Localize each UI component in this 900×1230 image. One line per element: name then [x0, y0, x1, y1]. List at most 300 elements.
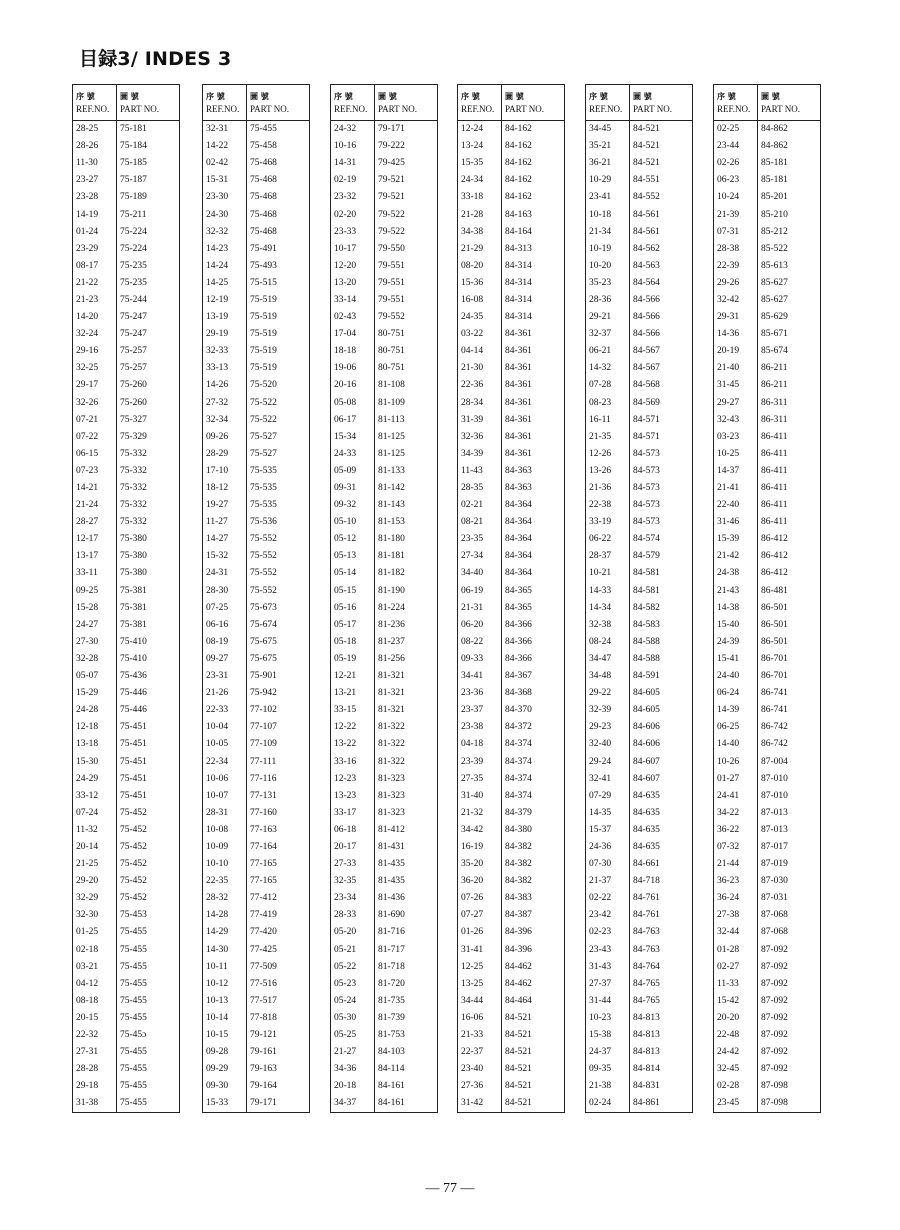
table-row — [458, 275, 565, 292]
part-no-cell: 77-164 — [247, 839, 310, 856]
ref-no-cell: 15-34 — [331, 429, 375, 446]
table-row — [586, 241, 693, 258]
table-row — [203, 617, 310, 634]
table-row — [331, 121, 438, 139]
ref-no-cell: 34-36 — [331, 1061, 375, 1078]
table-row — [714, 1078, 821, 1095]
table-row — [73, 395, 180, 412]
ref-no-cell: 24-30 — [203, 206, 247, 223]
table-row — [73, 548, 180, 565]
part-no-cell: 75-446 — [117, 685, 180, 702]
ref-no-cell: 07-24 — [73, 805, 117, 822]
part-no-cell: 84-635 — [630, 805, 693, 822]
ref-no-cell: 19-27 — [203, 497, 247, 514]
table-row — [458, 942, 565, 959]
table-row — [331, 583, 438, 600]
part-no-cell: 85-674 — [758, 343, 821, 360]
table-row — [203, 224, 310, 241]
table-row — [203, 138, 310, 155]
part-no-cell: 79-121 — [247, 1027, 310, 1044]
part-no-cell: 79-171 — [247, 1095, 310, 1113]
part-no-cell: 81-182 — [375, 565, 438, 582]
table-row — [458, 309, 565, 326]
ref-no-cell: 06-17 — [331, 412, 375, 429]
table-row — [331, 1044, 438, 1061]
table-row — [458, 1078, 565, 1095]
ref-no-cell: 24-39 — [714, 634, 758, 651]
part-no-cell: 81-180 — [375, 531, 438, 548]
table-row — [331, 873, 438, 890]
table-row — [203, 651, 310, 668]
ref-no-cell: 28-25 — [73, 121, 117, 139]
ref-no-cell: 13-20 — [331, 275, 375, 292]
table-row — [331, 224, 438, 241]
ref-no-cell: 23-44 — [714, 138, 758, 155]
table-row — [73, 514, 180, 531]
ref-no-cell: 22-39 — [714, 258, 758, 275]
table-row — [73, 702, 180, 719]
table-row — [458, 155, 565, 172]
part-no-header-zh: 圖 號 — [250, 91, 269, 101]
ref-no-cell: 08-23 — [586, 395, 630, 412]
table-row — [458, 138, 565, 155]
table-row — [203, 360, 310, 377]
ref-no-cell: 21-36 — [586, 480, 630, 497]
ref-no-cell: 12-22 — [331, 719, 375, 736]
ref-no-header-en: REF.NO. — [461, 103, 495, 114]
table-row — [203, 480, 310, 497]
part-no-cell: 75-260 — [117, 395, 180, 412]
ref-no-cell: 13-26 — [586, 463, 630, 480]
part-no-cell: 87-098 — [758, 1078, 821, 1095]
table-row — [586, 976, 693, 993]
ref-no-cell: 13-21 — [331, 685, 375, 702]
ref-no-cell: 09-35 — [586, 1061, 630, 1078]
ref-no-cell: 14-30 — [203, 942, 247, 959]
ref-no-cell: 07-21 — [73, 412, 117, 429]
part-no-cell: 86-411 — [758, 446, 821, 463]
ref-no-cell: 15-42 — [714, 993, 758, 1010]
ref-no-cell: 10-19 — [586, 241, 630, 258]
ref-no-cell: 23-27 — [73, 172, 117, 189]
part-no-cell: 84-314 — [502, 309, 565, 326]
table-row — [458, 565, 565, 582]
table-row — [714, 1027, 821, 1044]
table-row — [331, 531, 438, 548]
table-row — [203, 907, 310, 924]
part-no-cell: 75-451 — [117, 771, 180, 788]
table-row — [586, 1044, 693, 1061]
part-no-cell: 75-458 — [247, 138, 310, 155]
part-no-cell: 75-468 — [247, 206, 310, 223]
ref-no-cell: 29-31 — [714, 309, 758, 326]
ref-no-cell: 10-16 — [331, 138, 375, 155]
part-no-cell: 81-720 — [375, 976, 438, 993]
part-no-cell: 84-607 — [630, 753, 693, 770]
part-no-cell: 84-361 — [502, 326, 565, 343]
ref-no-cell: 29-22 — [586, 685, 630, 702]
part-no-cell: 75-451 — [117, 736, 180, 753]
ref-no-cell: 32-32 — [203, 224, 247, 241]
ref-no-cell: 10-08 — [203, 822, 247, 839]
table-row — [331, 634, 438, 651]
ref-no-cell: 15-38 — [586, 1027, 630, 1044]
part-no-cell: 84-763 — [630, 924, 693, 941]
part-no-cell: 85-613 — [758, 258, 821, 275]
table-row — [73, 531, 180, 548]
table-row — [331, 497, 438, 514]
part-no-cell: 84-361 — [502, 343, 565, 360]
table-row — [331, 771, 438, 788]
part-no-header — [375, 85, 438, 121]
part-no-header — [117, 85, 180, 121]
ref-no-cell: 20-20 — [714, 1010, 758, 1027]
table-row — [458, 993, 565, 1010]
table-row — [331, 856, 438, 873]
table-row — [714, 753, 821, 770]
part-no-cell: 84-366 — [502, 651, 565, 668]
table-row — [73, 976, 180, 993]
table-row — [203, 924, 310, 941]
ref-no-cell: 02-23 — [586, 924, 630, 941]
ref-no-cell: 03-21 — [73, 959, 117, 976]
ref-no-cell: 12-24 — [458, 121, 502, 139]
ref-no-cell: 20-15 — [73, 1010, 117, 1027]
part-no-cell: 86-742 — [758, 719, 821, 736]
part-no-cell: 84-521 — [502, 1010, 565, 1027]
part-no-cell: 75-674 — [247, 617, 310, 634]
table-row — [331, 942, 438, 959]
part-no-cell: 75-332 — [117, 514, 180, 531]
part-no-cell: 75-519 — [247, 343, 310, 360]
ref-no-cell: 12-19 — [203, 292, 247, 309]
table-row — [458, 326, 565, 343]
part-no-cell: 79-552 — [375, 309, 438, 326]
table-row — [331, 617, 438, 634]
ref-no-header — [714, 85, 758, 121]
ref-no-cell: 21-43 — [714, 583, 758, 600]
part-no-cell: 81-323 — [375, 788, 438, 805]
ref-no-cell: 22-34 — [203, 753, 247, 770]
part-no-cell: 75-535 — [247, 463, 310, 480]
table-row — [586, 309, 693, 326]
part-no-cell: 75-332 — [117, 463, 180, 480]
part-no-cell: 84-521 — [630, 155, 693, 172]
index-table — [713, 84, 821, 1113]
ref-no-cell: 14-33 — [586, 583, 630, 600]
ref-no-cell: 22-40 — [714, 497, 758, 514]
ref-no-cell: 28-37 — [586, 548, 630, 565]
ref-no-cell: 35-21 — [586, 138, 630, 155]
ref-no-header-en: REF.NO. — [589, 103, 623, 114]
part-no-cell: 75-901 — [247, 668, 310, 685]
table-row — [203, 1095, 310, 1113]
ref-no-cell: 19-06 — [331, 360, 375, 377]
ref-no-cell: 14-23 — [203, 241, 247, 258]
ref-no-cell: 14-20 — [73, 309, 117, 326]
part-no-cell: 75-522 — [247, 395, 310, 412]
table-row — [458, 548, 565, 565]
ref-no-cell: 10-15 — [203, 1027, 247, 1044]
ref-no-cell: 18-12 — [203, 480, 247, 497]
table-row — [331, 377, 438, 394]
ref-no-cell: 15-31 — [203, 172, 247, 189]
part-no-cell: 86-742 — [758, 736, 821, 753]
table-row — [714, 446, 821, 463]
ref-no-cell: 23-42 — [586, 907, 630, 924]
part-no-cell: 84-364 — [502, 548, 565, 565]
part-no-cell: 77-165 — [247, 856, 310, 873]
ref-no-cell: 32-39 — [586, 702, 630, 719]
table-row — [714, 822, 821, 839]
ref-no-cell: 13-23 — [331, 788, 375, 805]
ref-no-cell: 02-27 — [714, 959, 758, 976]
ref-no-cell: 32-44 — [714, 924, 758, 941]
table-row — [203, 685, 310, 702]
part-no-cell: 84-813 — [630, 1027, 693, 1044]
ref-no-cell: 12-25 — [458, 959, 502, 976]
ref-no-cell: 29-20 — [73, 873, 117, 890]
ref-no-cell: 02-25 — [714, 121, 758, 139]
ref-no-cell: 09-31 — [331, 480, 375, 497]
table-row — [458, 224, 565, 241]
index-table — [202, 84, 310, 1113]
ref-no-cell: 12-21 — [331, 668, 375, 685]
part-no-cell: 84-563 — [630, 258, 693, 275]
ref-no-cell: 06-24 — [714, 685, 758, 702]
table-row — [73, 429, 180, 446]
ref-no-cell: 23-30 — [203, 189, 247, 206]
part-no-cell: 75-455 — [117, 924, 180, 941]
table-row — [714, 651, 821, 668]
table-row — [73, 121, 180, 139]
table-row — [586, 463, 693, 480]
part-no-cell: 87-010 — [758, 788, 821, 805]
part-no-cell: 75-332 — [117, 446, 180, 463]
ref-no-cell: 01-24 — [73, 224, 117, 241]
table-row — [586, 395, 693, 412]
table-row — [714, 258, 821, 275]
ref-no-cell: 10-11 — [203, 959, 247, 976]
part-no-cell: 84-382 — [502, 839, 565, 856]
part-no-cell: 84-588 — [630, 634, 693, 651]
part-no-cell: 81-717 — [375, 942, 438, 959]
ref-no-cell: 20-18 — [331, 1078, 375, 1095]
table-row — [458, 429, 565, 446]
part-no-cell: 81-322 — [375, 719, 438, 736]
table-row — [586, 1078, 693, 1095]
ref-no-cell: 10-18 — [586, 206, 630, 223]
part-no-cell: 75-468 — [247, 189, 310, 206]
ref-no-cell: 21-23 — [73, 292, 117, 309]
part-no-header — [247, 85, 310, 121]
ref-no-cell: 23-38 — [458, 719, 502, 736]
part-no-header-en: PART NO. — [120, 103, 159, 114]
ref-no-cell: 23-28 — [73, 189, 117, 206]
part-no-cell: 81-322 — [375, 753, 438, 770]
part-no-cell: 75-410 — [117, 651, 180, 668]
ref-no-cell: 27-36 — [458, 1078, 502, 1095]
ref-no-cell: 16-08 — [458, 292, 502, 309]
part-no-cell: 84-582 — [630, 600, 693, 617]
part-no-cell: 75-329 — [117, 429, 180, 446]
table-row — [714, 121, 821, 139]
table-row — [73, 993, 180, 1010]
part-no-cell: 84-573 — [630, 480, 693, 497]
table-row — [586, 121, 693, 139]
table-row — [203, 292, 310, 309]
part-no-cell: 75-527 — [247, 446, 310, 463]
part-no-cell: 84-364 — [502, 531, 565, 548]
part-no-cell: 79-171 — [375, 121, 438, 139]
ref-no-cell: 36-24 — [714, 890, 758, 907]
ref-no-cell: 14-37 — [714, 463, 758, 480]
ref-no-cell: 10-17 — [331, 241, 375, 258]
part-no-cell: 75-181 — [117, 121, 180, 139]
table-row — [203, 531, 310, 548]
table-row — [458, 668, 565, 685]
ref-no-cell: 33-11 — [73, 565, 117, 582]
table-row — [203, 839, 310, 856]
ref-no-cell: 12-26 — [586, 446, 630, 463]
part-no-cell: 79-522 — [375, 206, 438, 223]
part-no-cell: 77-165 — [247, 873, 310, 890]
part-no-cell: 75-535 — [247, 497, 310, 514]
table-row — [203, 206, 310, 223]
table-row — [458, 583, 565, 600]
ref-no-header-en: REF.NO. — [76, 103, 110, 114]
ref-no-cell: 20-14 — [73, 839, 117, 856]
table-row — [458, 600, 565, 617]
table-row — [458, 377, 565, 394]
table-row — [331, 1027, 438, 1044]
table-row — [73, 1010, 180, 1027]
table-row — [714, 1044, 821, 1061]
table-row — [203, 822, 310, 839]
part-no-cell: 84-571 — [630, 429, 693, 446]
part-no-cell: 75-381 — [117, 583, 180, 600]
table-row — [714, 583, 821, 600]
table-row — [73, 805, 180, 822]
table-row — [458, 771, 565, 788]
part-no-cell: 75-455 — [117, 1078, 180, 1095]
part-no-cell: 84-635 — [630, 788, 693, 805]
ref-no-cell: 33-18 — [458, 189, 502, 206]
part-no-cell: 84-562 — [630, 241, 693, 258]
part-no-cell: 81-108 — [375, 377, 438, 394]
part-no-cell: 84-521 — [502, 1044, 565, 1061]
ref-no-header-en: REF.NO. — [334, 103, 368, 114]
table-row — [331, 412, 438, 429]
ref-no-cell: 11-27 — [203, 514, 247, 531]
part-no-cell: 79-161 — [247, 1044, 310, 1061]
part-no-cell: 84-163 — [502, 206, 565, 223]
table-row — [714, 377, 821, 394]
ref-no-cell: 16-06 — [458, 1010, 502, 1027]
part-no-cell: 75-468 — [247, 155, 310, 172]
part-no-cell: 84-367 — [502, 668, 565, 685]
ref-no-cell: 14-39 — [714, 702, 758, 719]
ref-no-cell: 09-33 — [458, 651, 502, 668]
table-row — [73, 839, 180, 856]
part-no-header-en: PART NO. — [250, 103, 289, 114]
table-row — [586, 1061, 693, 1078]
ref-no-cell: 13-25 — [458, 976, 502, 993]
table-row — [203, 241, 310, 258]
part-no-cell: 79-425 — [375, 155, 438, 172]
table-row — [586, 788, 693, 805]
part-no-cell: 87-092 — [758, 993, 821, 1010]
table-row — [714, 412, 821, 429]
part-no-cell: 81-153 — [375, 514, 438, 531]
ref-no-header — [458, 85, 502, 121]
ref-no-cell: 34-41 — [458, 668, 502, 685]
table-row — [331, 719, 438, 736]
ref-no-cell: 16-19 — [458, 839, 502, 856]
ref-no-header-en: REF.NO. — [206, 103, 240, 114]
part-no-cell: 84-561 — [630, 206, 693, 223]
part-no-header-en: PART NO. — [761, 103, 800, 114]
ref-no-cell: 02-20 — [331, 206, 375, 223]
table-row — [203, 121, 310, 139]
table-row — [203, 583, 310, 600]
table-row — [73, 155, 180, 172]
part-no-cell: 75-519 — [247, 309, 310, 326]
ref-no-header-zh: 序 號 — [76, 91, 95, 101]
table-row — [714, 856, 821, 873]
ref-no-cell: 36-21 — [586, 155, 630, 172]
ref-no-cell: 08-22 — [458, 634, 502, 651]
part-no-cell: 86-411 — [758, 429, 821, 446]
part-no-cell: 75-455 — [117, 1044, 180, 1061]
table-row — [331, 805, 438, 822]
ref-no-cell: 33-15 — [331, 702, 375, 719]
part-no-cell: 85-629 — [758, 309, 821, 326]
ref-no-cell: 06-16 — [203, 617, 247, 634]
table-row — [458, 241, 565, 258]
part-no-cell: 84-573 — [630, 463, 693, 480]
part-no-cell: 84-382 — [502, 873, 565, 890]
part-no-cell: 81-321 — [375, 685, 438, 702]
part-no-cell: 77-116 — [247, 771, 310, 788]
table-row — [73, 873, 180, 890]
ref-no-cell: 02-42 — [203, 155, 247, 172]
part-no-cell: 79-522 — [375, 224, 438, 241]
ref-no-cell: 21-41 — [714, 480, 758, 497]
part-no-cell: 75-455 — [247, 121, 310, 139]
ref-no-cell: 21-38 — [586, 1078, 630, 1095]
table-row — [458, 360, 565, 377]
table-row — [714, 224, 821, 241]
part-no-cell: 84-374 — [502, 788, 565, 805]
table-row — [203, 463, 310, 480]
table-row — [73, 959, 180, 976]
part-no-cell: 84-164 — [502, 224, 565, 241]
table-row — [73, 634, 180, 651]
table-row — [73, 377, 180, 394]
ref-no-cell: 23-40 — [458, 1061, 502, 1078]
ref-no-cell: 05-14 — [331, 565, 375, 582]
part-no-cell: 81-181 — [375, 548, 438, 565]
ref-no-cell: 15-40 — [714, 617, 758, 634]
ref-no-cell: 08-20 — [458, 258, 502, 275]
table-row — [714, 395, 821, 412]
ref-no-cell: 09-32 — [331, 497, 375, 514]
ref-no-cell: 07-32 — [714, 839, 758, 856]
ref-no-cell: 11-43 — [458, 463, 502, 480]
table-row — [714, 497, 821, 514]
ref-no-cell: 03-23 — [714, 429, 758, 446]
